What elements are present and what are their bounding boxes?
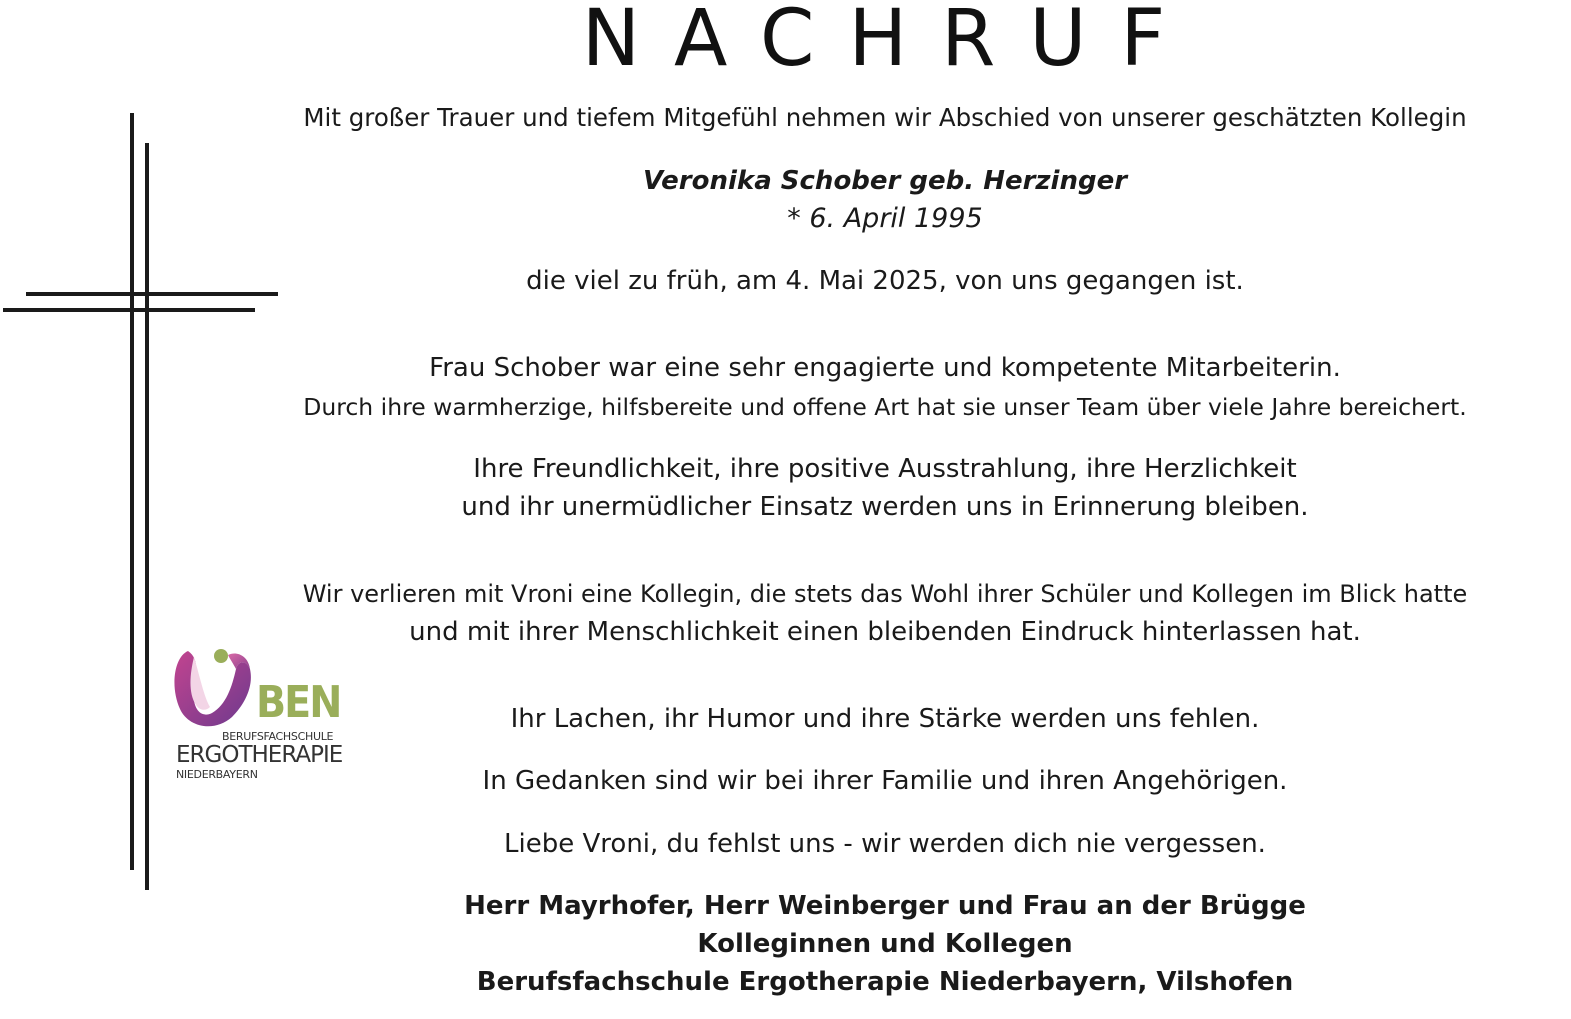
paragraph-line: In Gedanken sind wir bei ihrer Familie und ihren Angehörigen.	[482, 766, 1288, 796]
cross-vertical-bar-2	[145, 143, 149, 890]
signature-line: Herr Mayrhofer, Herr Weinberger und Frau an der Brügge	[464, 891, 1306, 921]
paragraph-line: Frau Schober war eine sehr engagierte und kompetente Mitarbeiterin.	[429, 353, 1341, 383]
paragraph-line: Ihr Lachen, ihr Humor und ihre Stärke werden uns fehlen.	[510, 704, 1260, 734]
logo-line-ergotherapie: ERGOTHERAPIE	[176, 742, 343, 768]
deceased-name: Veronika Schober geb. Herzinger	[642, 166, 1128, 196]
passing-text: die viel zu früh, am 4. Mai 2025, von uns gegangen ist.	[526, 266, 1244, 296]
intro-text: Mit großer Trauer und tiefem Mitgefühl nehmen wir Abschied von unserer geschätzten Kollegin	[303, 103, 1467, 132]
paragraph-line: Durch ihre warmherzige, hilfsbereite und offene Art hat sie unser Team über viele Jahre bereichert.	[303, 393, 1467, 421]
paragraph-line: Liebe Vroni, du fehlst uns - wir werden dich nie vergessen.	[504, 829, 1266, 859]
ribbon-icon	[170, 647, 260, 729]
page-title: NACHRUF	[581, 0, 1200, 84]
paragraph-line: Ihre Freundlichkeit, ihre positive Ausstrahlung, ihre Herzlichkeit	[473, 454, 1297, 484]
signature-line: Kolleginnen und Kollegen	[697, 929, 1073, 959]
paragraph-line: und ihr unermüdlicher Einsatz werden uns in Erinnerung bleiben.	[461, 492, 1309, 522]
logo-line-berufsfachschule: BERUFSFACHSCHULE	[222, 730, 334, 743]
paragraph-line: Wir verlieren mit Vroni eine Kollegin, die stets das Wohl ihrer Schüler und Kollegen im Blick hatte	[302, 580, 1468, 608]
cross-horizontal-bar-1	[26, 292, 278, 296]
signature-line: Berufsfachschule Ergotherapie Niederbayern, Vilshofen	[476, 967, 1294, 997]
cross-horizontal-bar-2	[3, 308, 255, 312]
cross-vertical-bar-1	[130, 113, 134, 870]
logo-line-niederbayern: NIEDERBAYERN	[176, 768, 258, 781]
birth-date: * 6. April 1995	[787, 203, 983, 234]
paragraph-line: und mit ihrer Menschlichkeit einen bleibenden Eindruck hinterlassen hat.	[409, 617, 1361, 647]
logo-ben-text: BEN	[256, 677, 341, 728]
